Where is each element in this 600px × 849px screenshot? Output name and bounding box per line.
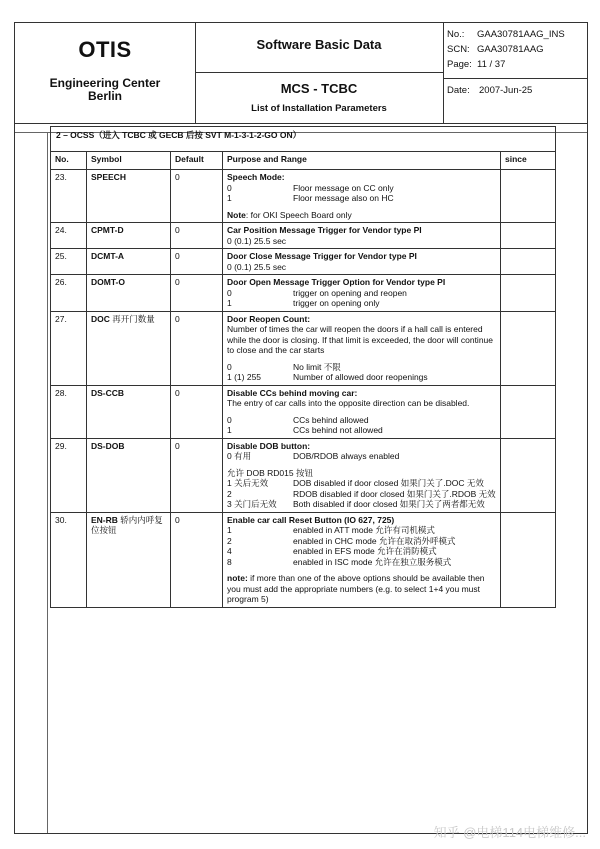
param-option [227, 193, 496, 204]
param-symbol-code: SPEECH [91, 172, 126, 182]
param-title: Disable CCs behind moving car: [227, 387, 358, 398]
option-label: Floor message also on HC [293, 193, 394, 203]
col-header-purpose: Purpose and Range [223, 152, 501, 170]
param-symbol-cn: 轿内内呼复位按钮 [91, 514, 163, 535]
option-label: enabled in ATT mode 允许有司机模式 [293, 525, 435, 535]
param-option [227, 298, 496, 309]
param-symbol-cn: 再开门数量 [112, 313, 155, 324]
doc-subtitle: MCS - TCBC [280, 81, 358, 96]
param-option [227, 499, 496, 510]
option-value: 0 [227, 414, 232, 425]
option-label: DOB disabled if door closed 如果门关了.DOC 无效 [293, 478, 484, 488]
param-title: Door Open Message Trigger Option for Vendor type PI [227, 277, 446, 287]
option-label: Both disabled if door closed 如果门关了两者都无效 [293, 499, 485, 509]
param-option [227, 546, 496, 557]
param-since [501, 385, 556, 438]
param-number: 30. [51, 512, 87, 607]
option-label: trigger on opening only [293, 298, 380, 308]
param-symbol-code: DS-CCB [91, 387, 125, 398]
param-title: Disable DOB button: [227, 440, 311, 451]
param-symbol [87, 438, 171, 512]
param-default: 0 [171, 249, 223, 275]
param-option [227, 372, 496, 383]
option-value: 3 关门后无效 [227, 499, 277, 509]
option-value: 2 [227, 488, 232, 499]
param-purpose [223, 311, 501, 385]
header-company-block [15, 23, 196, 123]
param-symbol-code: CPMT-D [91, 225, 124, 235]
param-option [227, 288, 496, 299]
param-title: Door Reopen Count: [227, 313, 311, 324]
note-label: Note [227, 209, 246, 220]
option-value: 1 关后无效 [227, 478, 269, 488]
table-row [51, 170, 556, 223]
option-label: enabled in ISC mode 允许在独立服务模式 [293, 556, 452, 567]
option-value: 0 有用 [227, 451, 252, 461]
param-default: 0 [171, 438, 223, 512]
param-default: 0 [171, 311, 223, 385]
param-option [227, 525, 496, 536]
param-since [501, 170, 556, 223]
param-option [227, 183, 496, 194]
param-symbol [87, 275, 171, 312]
param-purpose [223, 170, 501, 223]
table-row [51, 438, 556, 512]
param-since [501, 249, 556, 275]
table-row [51, 249, 556, 275]
doc-date: Date: 2007-Jun-25 [443, 78, 587, 118]
param-description: 允许 DOB RD015 按钮 [227, 467, 313, 478]
param-symbol-code: DS-DOB [91, 440, 125, 451]
param-default: 0 [171, 512, 223, 607]
doc-scn: SCN: GAA30781AAG [447, 44, 544, 55]
param-range: 0 (0.1) 25.5 sec [227, 235, 287, 246]
col-header-since: since [501, 152, 556, 170]
param-description: Number of times the car will reopen the doors if a hall call is entered while the door is closing. If that limit is exceeded, the door will continue to close and the car starts [227, 324, 493, 355]
table-header-row [51, 152, 556, 170]
col-header-default: Default [171, 152, 223, 170]
option-value: 4 [227, 546, 232, 556]
doc-number: No.: GAA30781AAG_INS [447, 29, 565, 40]
param-option [227, 478, 496, 489]
param-title: Car Position Message Trigger for Vendor type PI [227, 225, 422, 235]
option-label: RDOB disabled if door closed 如果门关了.RDOB 无效 [293, 488, 496, 499]
param-number: 24. [51, 223, 87, 249]
param-since [501, 438, 556, 512]
param-title: Enable car call Reset Button (IO 627, 725) [227, 514, 395, 525]
param-symbol-code: DOMT-O [91, 277, 125, 287]
param-number: 29. [51, 438, 87, 512]
option-value: 1 [227, 298, 232, 308]
param-purpose [223, 385, 501, 438]
param-purpose [223, 512, 501, 607]
option-value: 0 [227, 361, 232, 372]
option-value: 1 [227, 525, 232, 535]
option-label: No limit 不限 [293, 361, 341, 372]
option-label: enabled in CHC mode 允许在取消外呼模式 [293, 535, 456, 546]
param-number: 25. [51, 249, 87, 275]
param-symbol-code: DOC [91, 313, 110, 324]
option-value: 1 (1) 255 [227, 372, 262, 382]
header-title-block [195, 23, 444, 123]
note-text: if more than one of the above options should be available then you must add the appropriate numbers (e.g. to select 1+4 you must program 5) [227, 573, 485, 604]
param-purpose [223, 249, 501, 275]
parameters-table [50, 126, 556, 608]
param-option [227, 557, 496, 568]
watermark: 知乎 @电梯114电梯维修... [433, 825, 586, 840]
param-option [227, 415, 496, 426]
param-symbol [87, 512, 171, 607]
option-label: CCs behind allowed [293, 414, 369, 425]
param-symbol [87, 223, 171, 249]
option-value: 2 [227, 535, 232, 546]
param-symbol [87, 249, 171, 275]
option-value: 0 [227, 182, 232, 193]
option-value: 0 [227, 287, 232, 298]
col-header-symbol: Symbol [87, 152, 171, 170]
param-description: The entry of car calls into the opposite direction can be disabled. [227, 398, 470, 408]
note-text: : for OKI Speech Board only [245, 209, 352, 220]
option-value: 1 [227, 193, 232, 203]
table-row [51, 223, 556, 249]
param-default: 0 [171, 223, 223, 249]
document-header [15, 23, 587, 124]
param-symbol [87, 170, 171, 223]
table-row [51, 512, 556, 607]
option-label: CCs behind not allowed [293, 425, 383, 435]
param-default: 0 [171, 385, 223, 438]
param-note [227, 210, 496, 221]
option-label: trigger on opening and reopen [293, 287, 407, 298]
param-title: Door Close Message Trigger for Vendor type PI [227, 251, 417, 261]
col-header-no: No. [51, 152, 87, 170]
param-title: Speech Mode: [227, 172, 285, 182]
param-purpose [223, 275, 501, 312]
param-symbol [87, 311, 171, 385]
param-since [501, 275, 556, 312]
param-symbol [87, 385, 171, 438]
param-purpose [223, 438, 501, 512]
table-row [51, 275, 556, 312]
param-option [227, 489, 496, 500]
param-option [227, 425, 496, 436]
engineering-center-label: Engineering Center Berlin [49, 76, 161, 103]
param-default: 0 [171, 170, 223, 223]
option-label: DOB/RDOB always enabled [293, 451, 400, 461]
doc-title: Software Basic Data [256, 37, 382, 52]
param-number: 23. [51, 170, 87, 223]
option-label: Floor message on CC only [293, 182, 394, 193]
param-symbol-code: DCMT-A [91, 251, 125, 261]
param-purpose [223, 223, 501, 249]
otis-logo: OTIS [78, 37, 132, 62]
param-since [501, 512, 556, 607]
param-option [227, 451, 496, 462]
note-label: note: [227, 573, 248, 583]
param-option [227, 536, 496, 547]
param-since [501, 223, 556, 249]
option-label: enabled in EFS mode 允许在消防模式 [293, 546, 437, 556]
param-option [227, 362, 496, 373]
list-title: List of Installation Parameters [251, 103, 387, 114]
option-value: 8 [227, 556, 232, 567]
param-number: 26. [51, 275, 87, 312]
param-note [227, 573, 496, 605]
table-row [51, 311, 556, 385]
doc-page: Page: 11 / 37 [447, 59, 506, 70]
section-heading: 2 – OCSS（进入 TCBC 或 GECB 后按 SVT M-1-3-1-2-GO ON） [51, 127, 556, 152]
option-label: Number of allowed door reopenings [293, 372, 428, 382]
param-number: 28. [51, 385, 87, 438]
param-default: 0 [171, 275, 223, 312]
header-meta-block [443, 23, 587, 123]
param-number: 27. [51, 311, 87, 385]
table-row [51, 385, 556, 438]
param-range: 0 (0.1) 25.5 sec [227, 261, 287, 272]
param-since [501, 311, 556, 385]
option-value: 1 [227, 425, 232, 435]
param-symbol-code: EN-RB [91, 514, 118, 525]
